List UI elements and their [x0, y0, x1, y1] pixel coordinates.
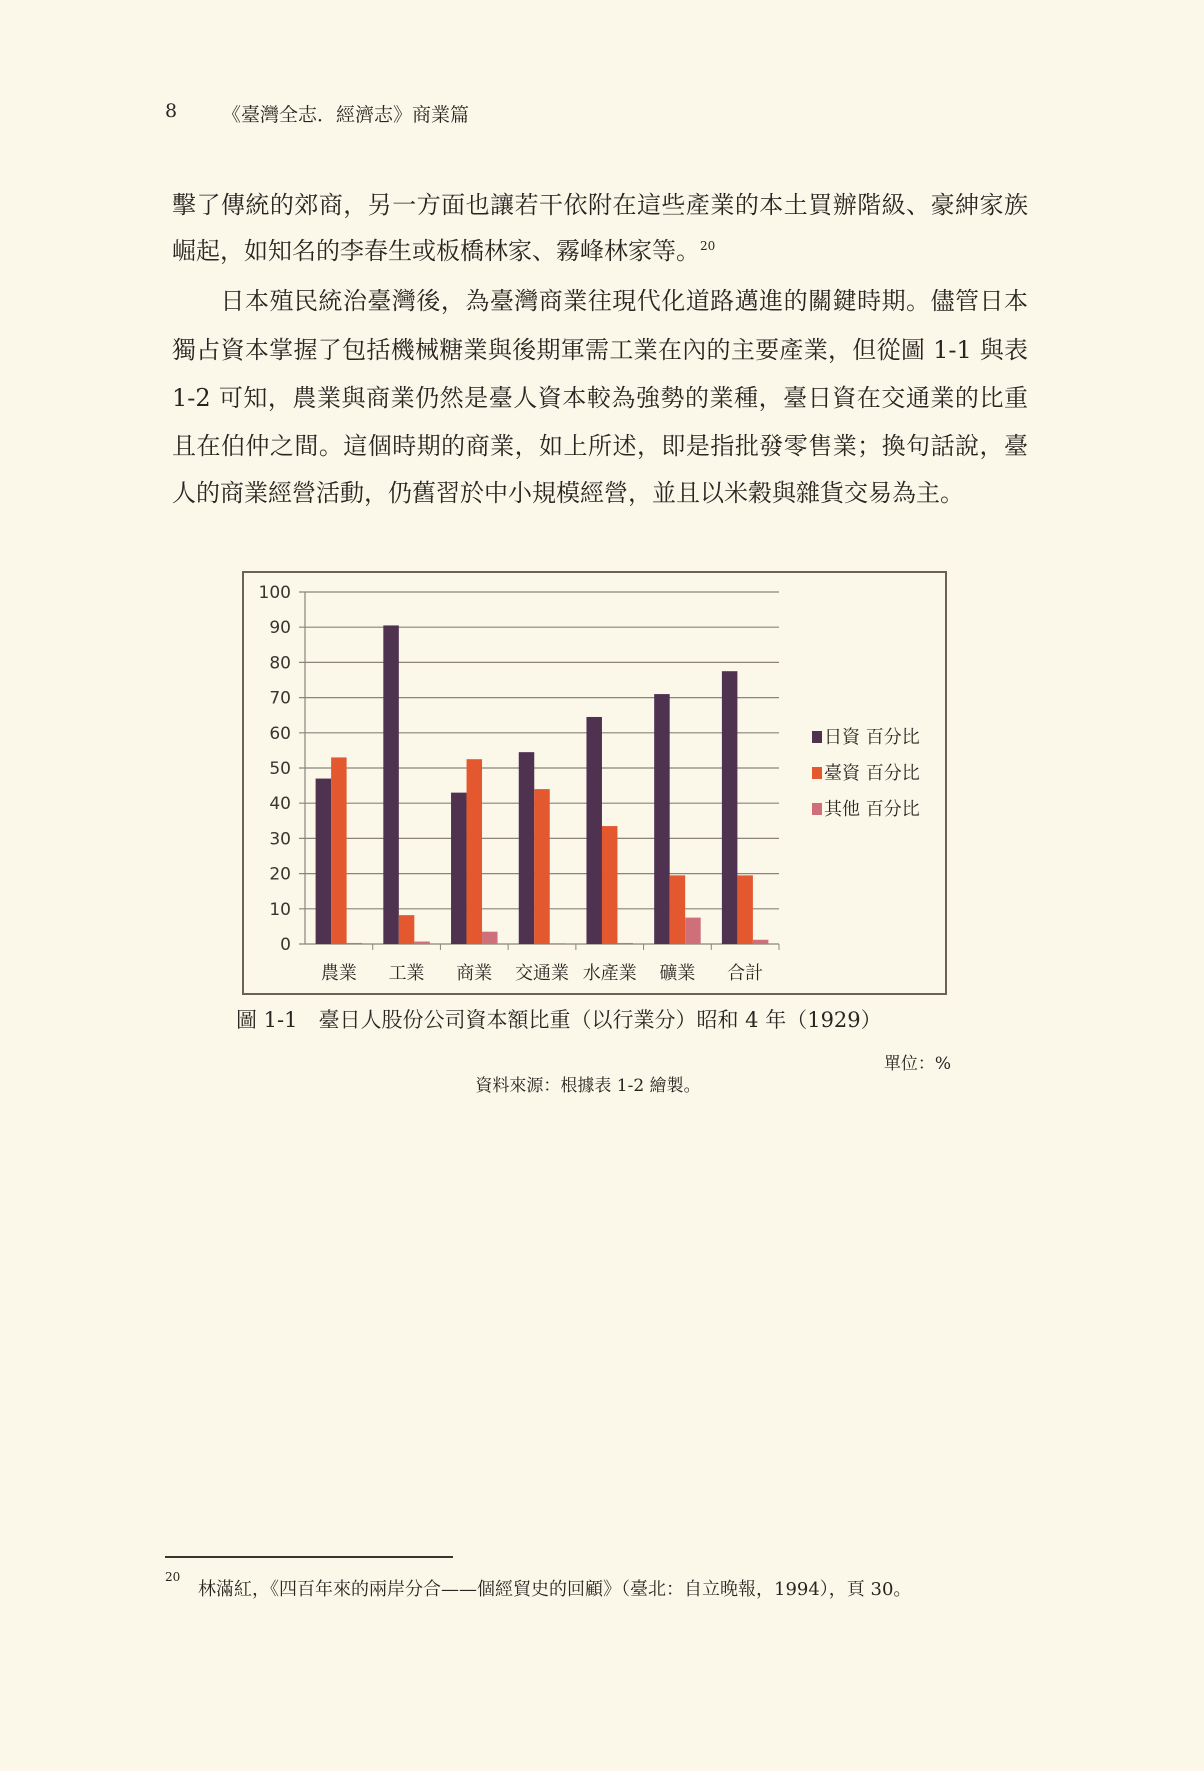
y-tick-label: 70 — [269, 688, 291, 709]
x-tick-label: 工業 — [388, 963, 425, 984]
chart-svg — [244, 573, 949, 997]
body-line-6: 且在伯仲之間。這個時期的商業，如上所述，即是指批發零售業；換句話說，臺 — [172, 432, 1028, 460]
body-line-7: 人的商業經營活動，仍舊習於中小規模經營，並且以米穀與雜貨交易為主。 — [172, 479, 964, 507]
source-note: 資料來源：根據表 1-2 繪製。 — [475, 1076, 701, 1096]
bar-2-5 — [685, 918, 701, 944]
x-tick-label: 商業 — [456, 963, 493, 984]
running-header: 《臺灣全志．經濟志》商業篇 — [222, 104, 470, 126]
bar-0-4 — [586, 717, 602, 944]
footnote-text: 林滿紅，《四百年來的兩岸分合——個經貿史的回顧》（臺北：自立晚報，1994），頁 30。 — [198, 1579, 912, 1600]
body-line-3 — [172, 281, 1028, 316]
x-tick-label: 水產業 — [582, 963, 637, 984]
x-tick-label: 合計 — [727, 963, 764, 984]
body-line-3-text: 日本殖民統治臺灣後，為臺灣商業往現代化道路邁進的關鍵時期。儘管日本 — [220, 287, 1028, 315]
bar-2-1 — [414, 942, 430, 944]
bar-1-4 — [602, 826, 618, 944]
y-tick-label: 80 — [269, 653, 291, 674]
footnote-ref[interactable]: 20 — [700, 239, 716, 253]
footnote-divider — [165, 1556, 453, 1558]
bar-0-6 — [722, 671, 738, 944]
bar-0-1 — [383, 625, 399, 944]
bar-1-1 — [399, 915, 415, 944]
y-tick-label: 50 — [269, 759, 291, 779]
legend-swatch — [812, 731, 822, 743]
legend-label: 臺資 百分比 — [824, 763, 920, 784]
y-tick-label: 90 — [269, 618, 291, 639]
body-line-1: 擊了傳統的郊商，另一方面也讓若干依附在這些產業的本土買辦階級、豪紳家族 — [172, 191, 1028, 219]
bar-1-0 — [331, 757, 347, 944]
legend-label: 日資 百分比 — [824, 727, 920, 748]
legend-label: 其他 百分比 — [824, 799, 920, 820]
body-line-2-text: 崛起，如知名的李春生或板橋林家、霧峰林家等。 — [172, 237, 700, 265]
bar-2-6 — [753, 940, 769, 944]
y-tick-label: 100 — [258, 583, 291, 603]
y-tick-label: 0 — [280, 935, 291, 955]
y-tick-label: 10 — [269, 899, 291, 920]
y-tick-label: 40 — [269, 794, 291, 815]
legend-swatch — [812, 767, 822, 779]
bar-0-2 — [451, 793, 467, 944]
page-number: 8 — [165, 100, 178, 122]
bar-1-2 — [467, 759, 483, 944]
bar-2-4 — [617, 943, 633, 944]
bar-2-3 — [550, 943, 566, 944]
bar-2-2 — [482, 932, 498, 944]
x-tick-label: 礦業 — [659, 963, 696, 984]
x-tick-label: 交通業 — [515, 963, 569, 984]
y-tick-label: 20 — [269, 864, 291, 885]
bar-2-0 — [347, 943, 363, 944]
bar-1-5 — [670, 875, 686, 944]
footnote-number: 20 — [165, 1570, 181, 1584]
bar-0-0 — [316, 779, 332, 944]
bar-chart — [242, 571, 947, 995]
x-tick-label: 農業 — [320, 963, 357, 984]
legend-swatch — [812, 803, 822, 815]
body-line-2 — [172, 231, 1028, 266]
figure-caption: 圖 1-1 臺日人股份公司資本額比重（以行業分）昭和 4 年（1929） — [236, 1008, 882, 1032]
bar-1-6 — [737, 875, 753, 944]
unit-label: 單位：% — [883, 1054, 951, 1074]
body-line-5: 1-2 可知，農業與商業仍然是臺人資本較為強勢的業種，臺日資在交通業的比重 — [172, 384, 1028, 412]
bar-0-5 — [654, 694, 670, 944]
y-tick-label: 60 — [269, 723, 291, 744]
y-tick-label: 30 — [269, 829, 291, 850]
bar-1-3 — [534, 789, 550, 944]
body-line-4: 獨占資本掌握了包括機械糖業與後期軍需工業在內的主要產業，但從圖 1-1 與表 — [172, 336, 1028, 364]
bar-0-3 — [519, 752, 535, 944]
